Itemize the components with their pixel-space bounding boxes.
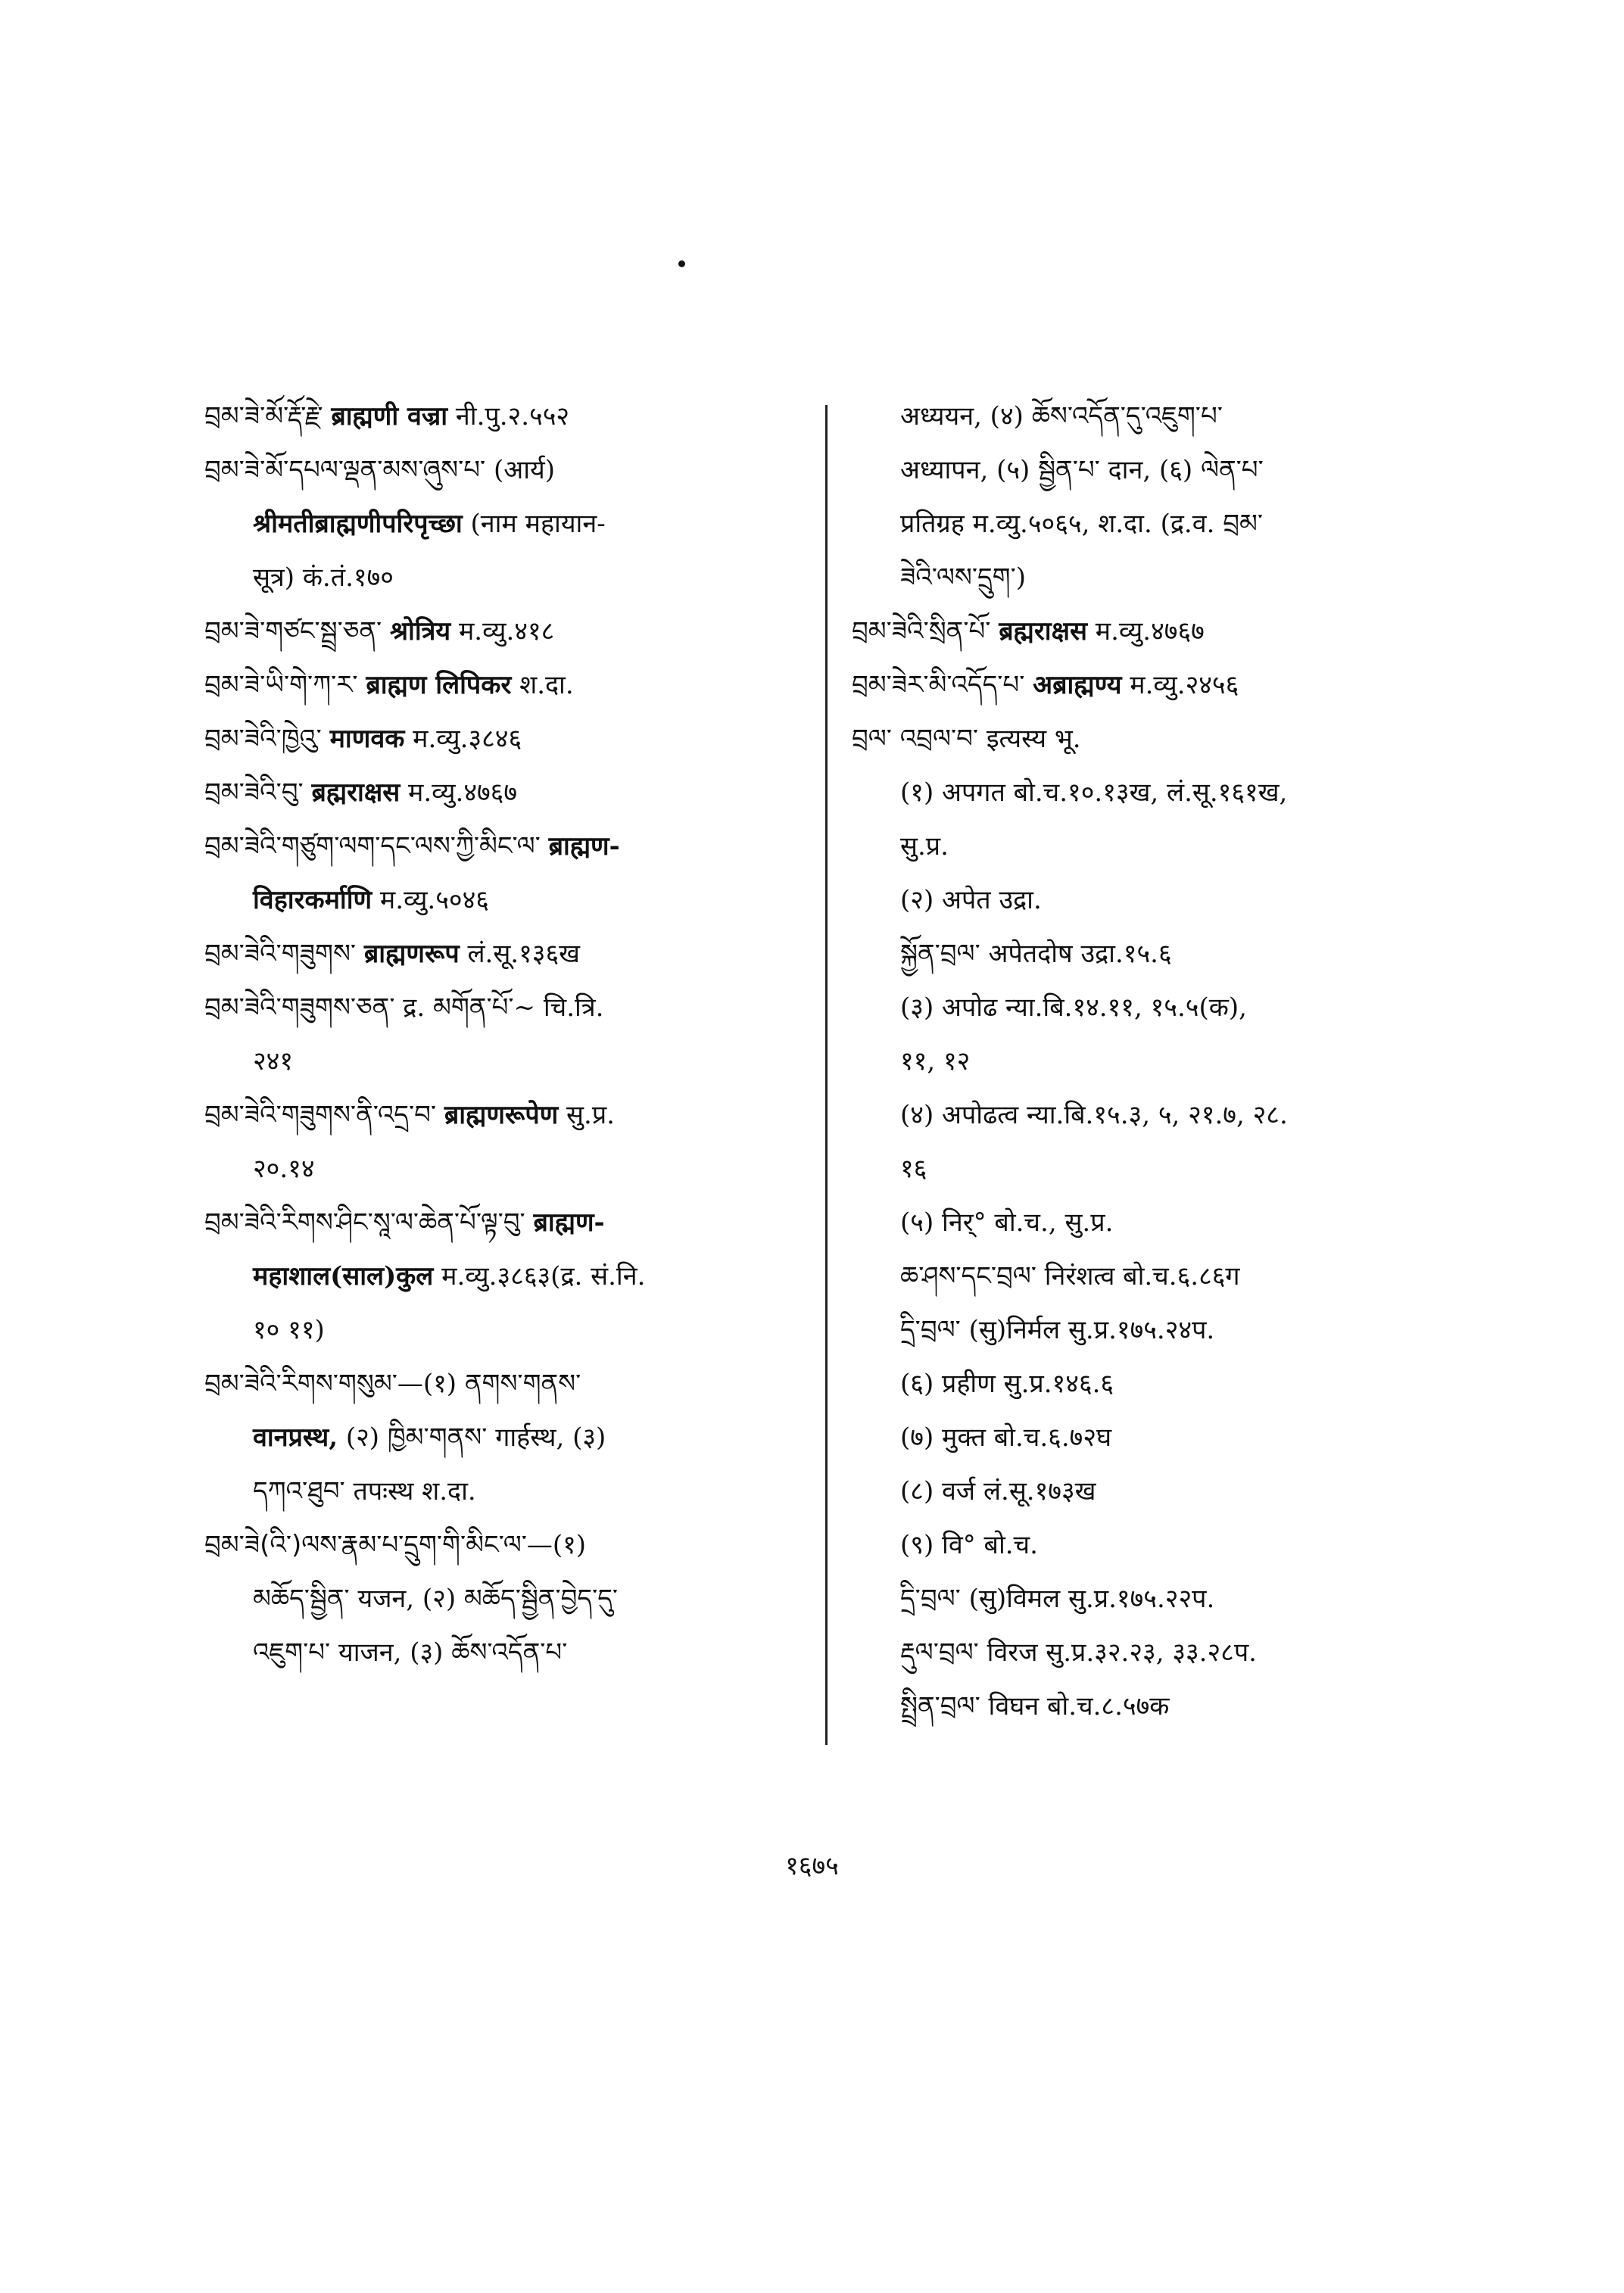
- reference: लं.सू.१३६ख: [459, 939, 580, 969]
- reference: १० ११): [253, 1315, 325, 1345]
- reference: (२) ཁྱིམ་གནས་ गार्हस्थ, (३): [338, 1422, 606, 1453]
- dictionary-entry-line: [852, 820, 1473, 874]
- reference: འབྲལ་བ་ इत्यस्य भू.: [891, 724, 1081, 754]
- dictionary-entry-line: [204, 766, 810, 820]
- dictionary-entry-line: [852, 1035, 1473, 1089]
- reference: श.दा.: [511, 670, 574, 700]
- dictionary-entry-line: [852, 1465, 1473, 1519]
- reference: (७) मुक्त बो.च.६.७२घ: [900, 1422, 1112, 1453]
- dictionary-entry-line: [204, 1250, 810, 1304]
- reference: མཆོད་སྦྱིན་ यजन, (२) མཆོད་སྦྱིན་བྱེད་དུ་: [253, 1584, 619, 1614]
- reference: ཟེའི་ལས་དྲུག་): [900, 562, 1027, 593]
- reference: (८) वर्ज लं.सू.१७३ख: [900, 1476, 1096, 1506]
- reference: དྲི་བྲལ་ (सु)विमल सु.प्र.१७५.२२प.: [900, 1584, 1215, 1614]
- reference: प्रतिग्रह म.व्यु.५०६५, श.दा. (द्र.व. བྲམ་: [900, 509, 1264, 539]
- reference: (आर्य): [485, 455, 555, 485]
- sanskrit-equivalent: ब्राह्मणरूप: [363, 939, 460, 969]
- sanskrit-equivalent: ब्राह्मण-: [548, 831, 620, 861]
- reference: म.व्यु.४१८: [450, 616, 555, 646]
- tibetan-headword: བྲམ་ཟེའི་གཟུགས་ཅན་: [204, 992, 395, 1023]
- sanskrit-equivalent: वानप्रस्थ,: [253, 1422, 338, 1453]
- dictionary-entry-line: [204, 1465, 810, 1519]
- tibetan-headword: བྲམ་ཟེའི་གཟུགས་ནི་འདྲ་བ་: [204, 1100, 437, 1130]
- dictionary-entry-line: [852, 712, 1473, 766]
- reference: नी.पु.२.५५२: [447, 401, 570, 431]
- dictionary-entry-line: [852, 766, 1473, 820]
- reference: १६: [900, 1154, 927, 1184]
- page-number: १६७५: [785, 1851, 839, 1881]
- dictionary-entry-line: [852, 1680, 1473, 1734]
- sanskrit-equivalent: ब्राह्मण-: [533, 1207, 605, 1238]
- dictionary-entry-line: [852, 1519, 1473, 1572]
- reference: म.व्यु.३८४६: [404, 724, 522, 754]
- tibetan-headword: བྲམ་ཟེའི་གཟུགས་: [204, 939, 357, 969]
- dictionary-entry-line: [204, 927, 810, 981]
- reference: अध्यापन, (५) སྦྱིན་པ་ दान, (६) ལེན་པ་: [900, 455, 1264, 485]
- reference: म.व्यु.५०४६: [372, 885, 489, 915]
- dictionary-entry-line: [204, 981, 810, 1035]
- dictionary-entry-line: [852, 1626, 1473, 1680]
- dictionary-entry-line: [852, 605, 1473, 659]
- reference: —(१) ནགས་གནས་: [397, 1369, 581, 1399]
- reference: २०.१४: [253, 1154, 315, 1184]
- sanskrit-equivalent: महाशाल(साल)कुल: [253, 1261, 434, 1291]
- sanskrit-equivalent: श्रीमतीब्राह्मणीपरिपृच्छा: [253, 509, 463, 539]
- tibetan-headword: བྲམ་ཟེ་ཡི་གེ་ཀ་ར་: [204, 670, 358, 700]
- dictionary-entry-line: [204, 551, 810, 605]
- reference: སྤྲིན་བྲལ་ विघन बो.च.८.५७क: [900, 1691, 1170, 1721]
- sanskrit-equivalent: ब्राह्मणी वज्रा: [331, 401, 448, 431]
- dictionary-entry-line: [204, 874, 810, 927]
- sanskrit-equivalent: श्रोत्रिय: [389, 616, 451, 646]
- dictionary-entry-line: [204, 659, 810, 712]
- dictionary-entry-line: [852, 551, 1473, 605]
- tibetan-headword: བྲམ་ཟེའི་རིགས་གསུམ་: [204, 1369, 397, 1399]
- reference: (१) अपगत बो.च.१०.१३ख, लं.सू.१६१ख,: [900, 777, 1288, 808]
- dictionary-entry-line: [852, 1196, 1473, 1250]
- dictionary-entry-line: [204, 712, 810, 766]
- reference: (५) निर्° बो.च., सु.प्र.: [900, 1207, 1114, 1238]
- dictionary-entry-line: [204, 1626, 810, 1680]
- reference: དཀའ་ཐུབ་ तपःस्थ श.दा.: [253, 1476, 476, 1506]
- sanskrit-equivalent: विहारकर्माणि: [253, 885, 372, 915]
- tibetan-headword: བྲམ་ཟེའི་གཙུག་ལག་དང་ལས་ཀྱི་མིང་ལ་: [204, 831, 541, 861]
- dictionary-entry-line: [204, 390, 810, 444]
- reference: ११, १२: [900, 1046, 971, 1076]
- dictionary-entry-line: [204, 605, 810, 659]
- reference: म.व्यु.३८६३(द्र. सं.नि.: [433, 1261, 646, 1291]
- left-column: [204, 390, 810, 1680]
- dictionary-entry-line: [204, 1304, 810, 1357]
- reference: म.व्यु.४७६७: [1086, 616, 1205, 646]
- dictionary-entry-line: [852, 1250, 1473, 1304]
- reference: म.व्यु.२४५६: [1121, 670, 1239, 700]
- reference: དྲི་བྲལ་ (सु)निर्मल सु.प्र.१७५.२४प.: [900, 1315, 1215, 1345]
- dictionary-entry-line: [204, 1519, 810, 1572]
- tibetan-headword: བྲམ་ཟེ་མོ་རྡོ་རྗེ་: [204, 401, 323, 431]
- reference: अध्ययन, (४) ཆོས་འདོན་དུ་འཇུག་པ་: [900, 401, 1223, 431]
- dictionary-entry-line: [852, 497, 1473, 551]
- tibetan-headword: བྲམ་ཟེའི་སྲིན་པོ་: [852, 616, 991, 646]
- tibetan-headword: བྲམ་ཟེའི་རིགས་ཤིང་སཱ་ལ་ཆེན་པོ་ལྟ་བུ་: [204, 1207, 525, 1238]
- dictionary-entry-line: [204, 1196, 810, 1250]
- sanskrit-equivalent: अब्राह्मण्य: [1033, 670, 1122, 700]
- dictionary-entry-line: [204, 1035, 810, 1089]
- dictionary-entry-line: [204, 497, 810, 551]
- reference: द्र. མགོན་པོ་~ चि.त्रि.: [394, 992, 604, 1023]
- reference: (४) अपोढत्व न्या.बि.१५.३, ५, २१.७, २८.: [900, 1100, 1288, 1130]
- reference: འཇུག་པ་ याजन, (३) ཆོས་འདོན་པ་: [253, 1637, 568, 1668]
- tibetan-headword: བྲམ་ཟེའི་བུ་: [204, 777, 304, 808]
- tibetan-headword: བྲམ་ཟེ་གཙང་སྦྲ་ཅན་: [204, 616, 382, 646]
- reference: (६) प्रहीण सु.प्र.१४६.६: [900, 1369, 1114, 1399]
- dictionary-entry-line: [852, 444, 1473, 497]
- dictionary-entry-line: [852, 1304, 1473, 1357]
- reference: सूत्र) कं.तं.१७०: [253, 562, 394, 593]
- reference: རྡུལ་བྲལ་ विरज सु.प्र.३२.२३, ३३.२८प.: [900, 1637, 1257, 1668]
- dictionary-entry-line: [852, 1411, 1473, 1465]
- dictionary-entry-line: [204, 1411, 810, 1465]
- dictionary-entry-line: [852, 874, 1473, 927]
- column-divider: [825, 405, 828, 1745]
- sanskrit-equivalent: ब्रह्मराक्षस: [999, 616, 1087, 646]
- dictionary-entry-line: [204, 1142, 810, 1196]
- ink-dot: [678, 260, 685, 267]
- dictionary-entry-line: [852, 390, 1473, 444]
- dictionary-entry-line: [852, 1142, 1473, 1196]
- right-column: [852, 390, 1473, 1734]
- dictionary-entry-line: [852, 1089, 1473, 1142]
- reference: —(१): [526, 1530, 587, 1560]
- dictionary-entry-line: [204, 1089, 810, 1142]
- sanskrit-equivalent: माणवक: [329, 724, 405, 754]
- sanskrit-equivalent: ब्राह्मणरूपेण: [444, 1100, 559, 1130]
- dictionary-entry-line: [204, 820, 810, 874]
- reference: (३) अपोढ न्या.बि.१४.११, १५.५(क),: [900, 992, 1247, 1023]
- sanskrit-equivalent: ब्रह्मराक्षस: [311, 777, 401, 808]
- reference: (नाम महायान-: [462, 509, 606, 539]
- sanskrit-equivalent: ब्राह्मण लिपिकर: [366, 670, 512, 700]
- tibetan-headword: བྲམ་ཟེ(འི་)ལས་རྣམ་པ་དྲུག་གི་མིང་ལ་: [204, 1530, 527, 1560]
- reference: सु.प्र.: [900, 831, 949, 861]
- dictionary-entry-line: [204, 1357, 810, 1411]
- reference: म.व्यु.४७६७: [400, 777, 518, 808]
- reference: (२) अपेत उद्रा.: [900, 885, 1042, 915]
- tibetan-headword: བྲམ་ཟེར་མི་འདོད་པ་: [852, 670, 1025, 700]
- tibetan-headword: བྲལ་: [852, 724, 892, 754]
- reference: २४१: [253, 1046, 294, 1076]
- dictionary-entry-line: [852, 981, 1473, 1035]
- dictionary-entry-line: [852, 927, 1473, 981]
- dictionary-entry-line: [204, 1572, 810, 1626]
- dictionary-entry-line: [852, 1357, 1473, 1411]
- tibetan-headword: བྲམ་ཟེའི་ཁྱེའུ་: [204, 724, 322, 754]
- reference: ཆ་ཤས་དང་བྲལ་ निरंशत्व बो.च.६.८६ग: [900, 1261, 1240, 1291]
- tibetan-headword: བྲམ་ཟེ་མོ་དཔལ་ལྡན་མས་ཞུས་པ་: [204, 455, 486, 485]
- reference: སྐྱོན་བྲལ་ अपेतदोष उद्रा.१५.६: [900, 939, 1172, 969]
- reference: सु.प्र.: [558, 1100, 615, 1130]
- dictionary-entry-line: [852, 659, 1473, 712]
- reference: (९) वि° बो.च.: [900, 1530, 1038, 1560]
- dictionary-entry-line: [852, 1572, 1473, 1626]
- dictionary-entry-line: [204, 444, 810, 497]
